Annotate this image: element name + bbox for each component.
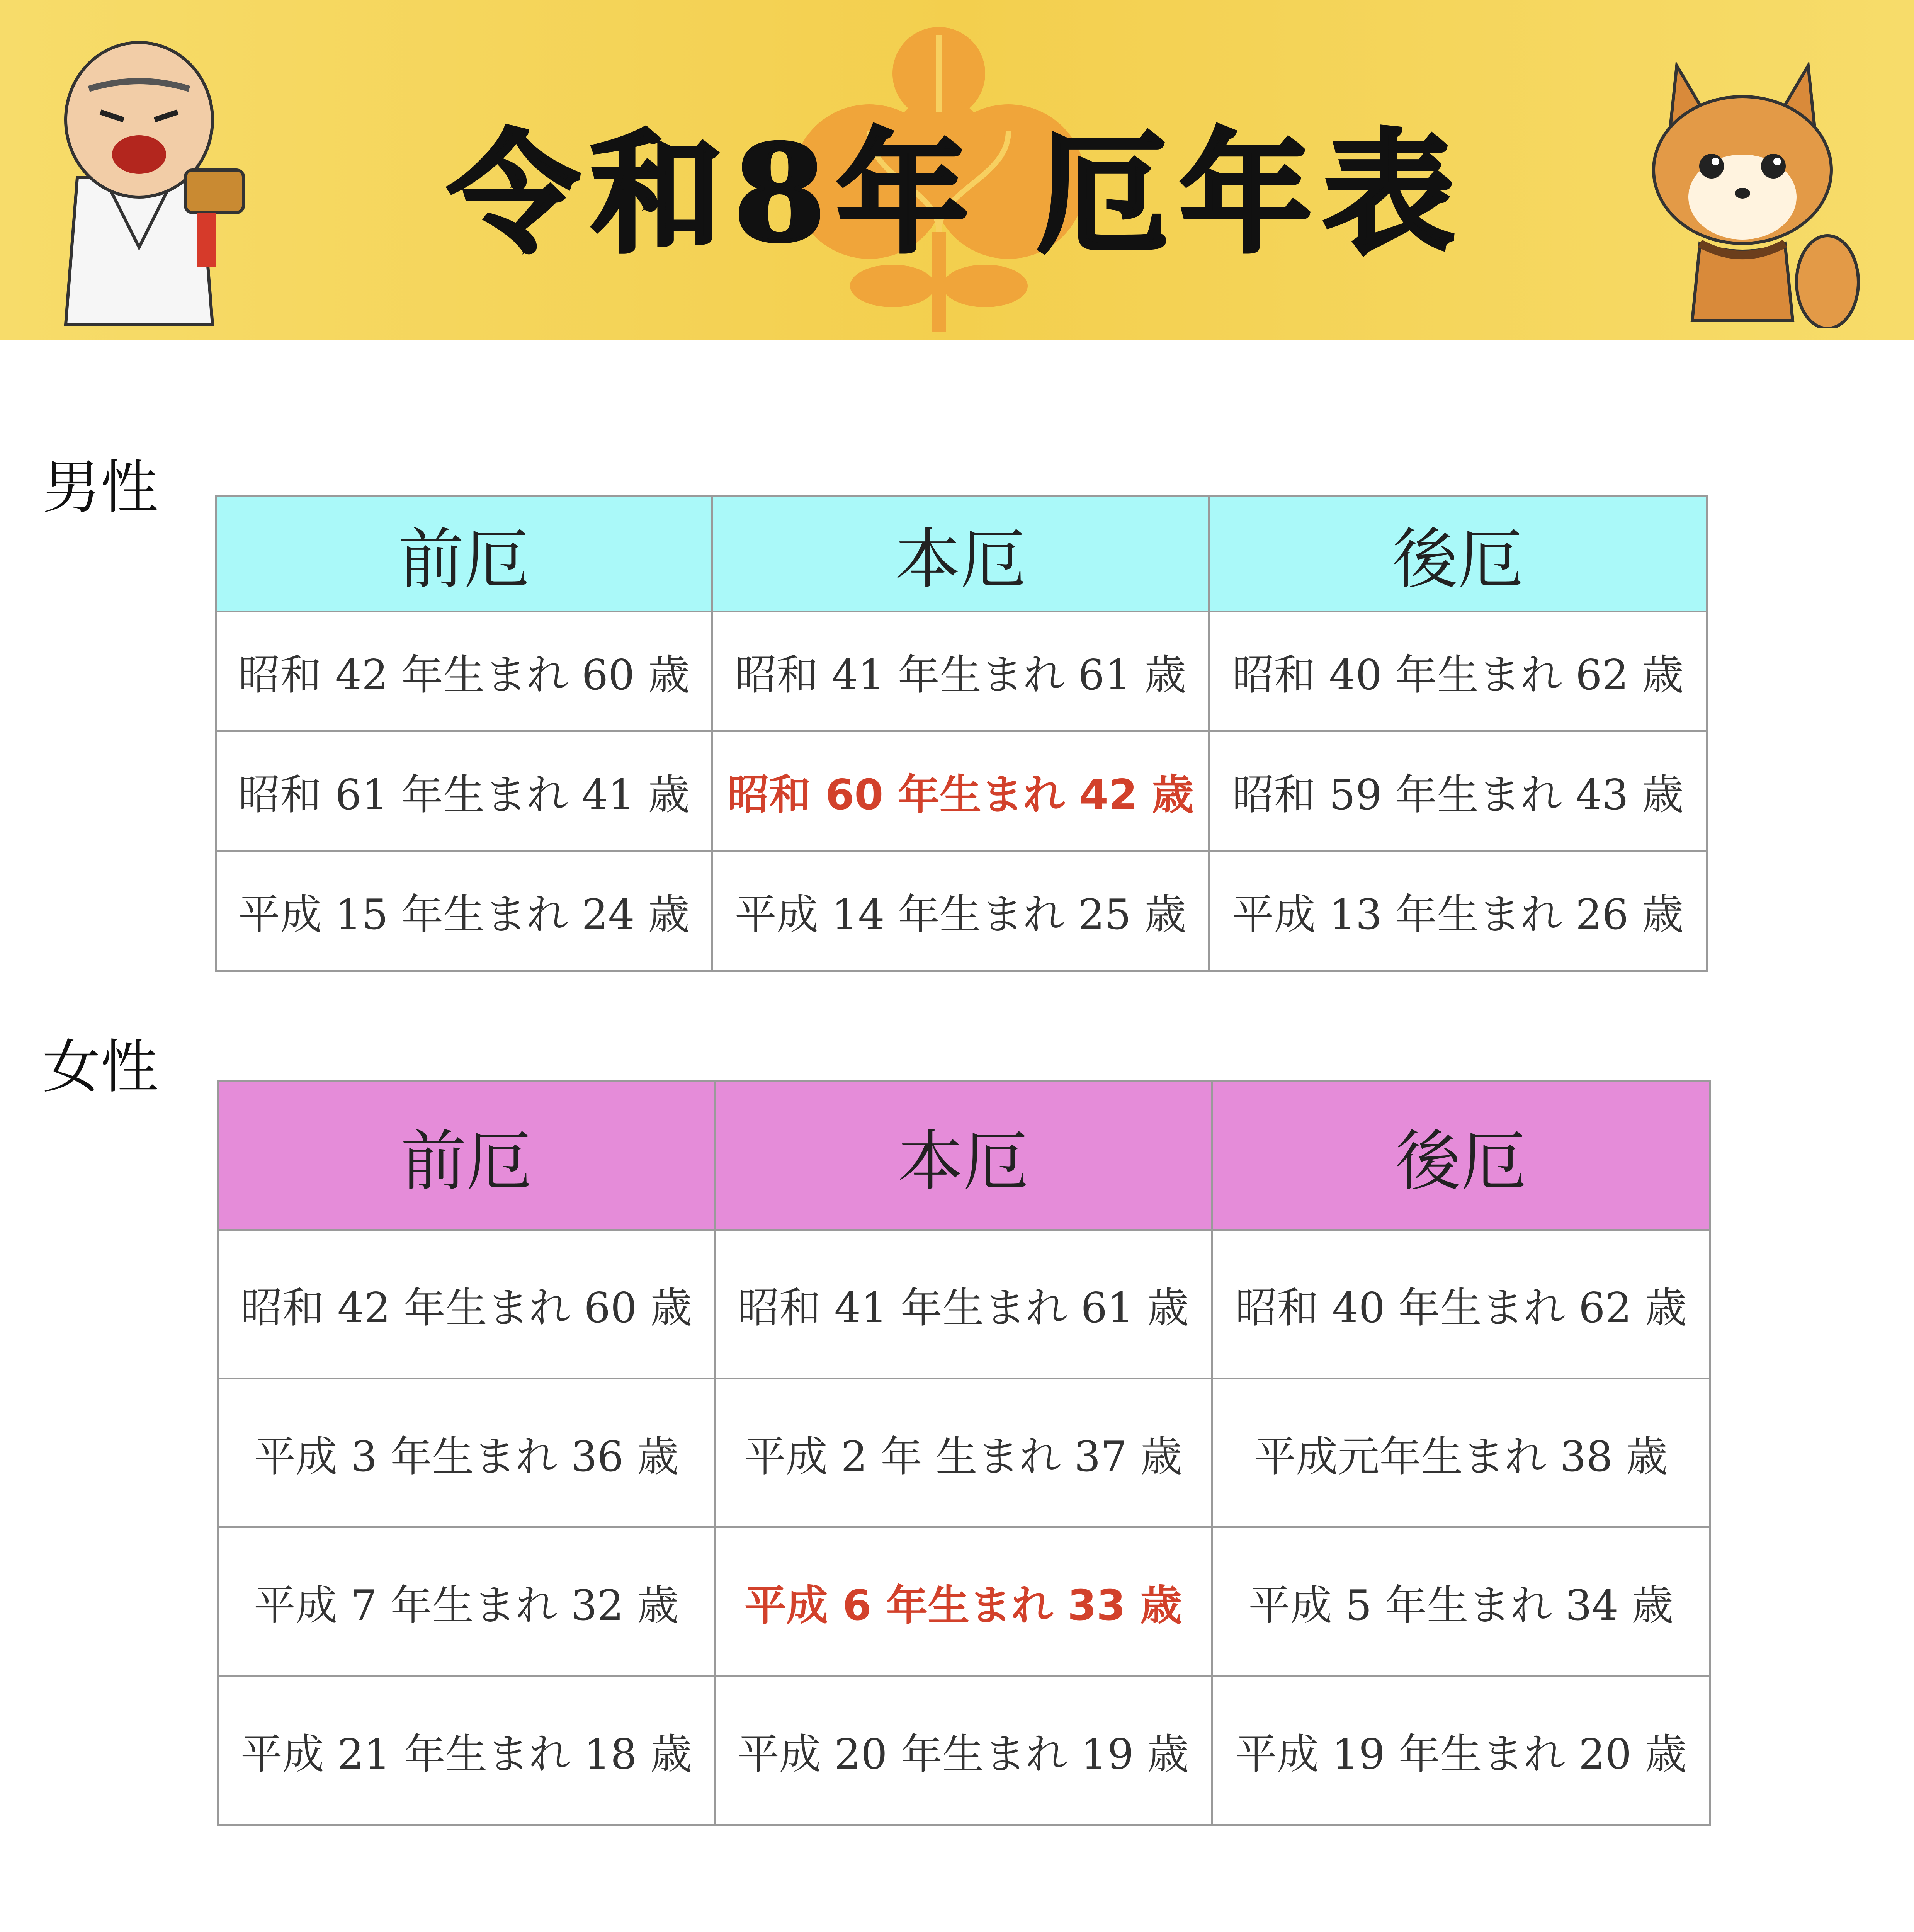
table-cell: 昭和 42 年生まれ 60 歳 [218, 1230, 715, 1379]
table-cell: 平成 3 年生まれ 36 歳 [218, 1379, 715, 1527]
table-cell: 平成 13 年生まれ 26 歳 [1209, 851, 1707, 971]
table-header-row [218, 1081, 1710, 1230]
table-cell: 平成 2 年 生まれ 37 歳 [715, 1379, 1212, 1527]
table-cell: 平成 5 年生まれ 34 歳 [1212, 1527, 1710, 1676]
table-row [218, 1379, 1710, 1527]
men-section-label: 男性 [42, 454, 159, 521]
table-cell: 昭和 40 年生まれ 62 歳 [1209, 612, 1707, 731]
table-cell: 昭和 41 年生まれ 61 歳 [715, 1230, 1212, 1379]
table-cell: 昭和 61 年生まれ 41 歳 [216, 731, 712, 851]
table-cell: 昭和 59 年生まれ 43 歳 [1209, 731, 1707, 851]
table-row [216, 851, 1707, 971]
table-cell: 昭和 40 年生まれ 62 歳 [1212, 1230, 1710, 1379]
column-header-honyaku: 本厄 [715, 1081, 1212, 1230]
table-row [216, 731, 1707, 851]
table-row [218, 1676, 1710, 1825]
table-cell: 平成 21 年生まれ 18 歳 [218, 1676, 715, 1825]
table-cell: 昭和 41 年生まれ 61 歳 [712, 612, 1209, 731]
table-cell: 平成 7 年生まれ 32 歳 [218, 1527, 715, 1676]
table-cell: 昭和 42 年生まれ 60 歳 [216, 612, 712, 731]
column-header-maeyaku: 前厄 [216, 496, 712, 612]
table-row [216, 612, 1707, 731]
table-cell: 平成 20 年生まれ 19 歳 [715, 1676, 1212, 1825]
women-yakudoshi-table [217, 1080, 1711, 1826]
table-row [218, 1527, 1710, 1676]
taiyaku-highlight-cell: 平成 6 年生まれ 33 歳 [715, 1527, 1212, 1676]
table-cell: 平成 15 年生まれ 24 歳 [216, 851, 712, 971]
table-row [218, 1230, 1710, 1379]
table-header-row [216, 496, 1707, 612]
table-cell: 平成 19 年生まれ 20 歳 [1212, 1676, 1710, 1825]
men-yakudoshi-table [215, 495, 1708, 972]
women-section-label: 女性 [42, 1034, 159, 1101]
page-title: 令和8年 厄年表 [448, 117, 1466, 271]
column-header-maeyaku: 前厄 [218, 1081, 715, 1230]
table-cell: 平成元年生まれ 38 歳 [1212, 1379, 1710, 1527]
column-header-atoyaku: 後厄 [1212, 1081, 1710, 1230]
column-header-atoyaku: 後厄 [1209, 496, 1707, 612]
column-header-honyaku: 本厄 [712, 496, 1209, 612]
header-banner [0, 0, 1914, 340]
taiyaku-highlight-cell: 昭和 60 年生まれ 42 歳 [712, 731, 1209, 851]
table-cell: 平成 14 年生まれ 25 歳 [712, 851, 1209, 971]
fox-mascot-icon [1623, 43, 1862, 328]
